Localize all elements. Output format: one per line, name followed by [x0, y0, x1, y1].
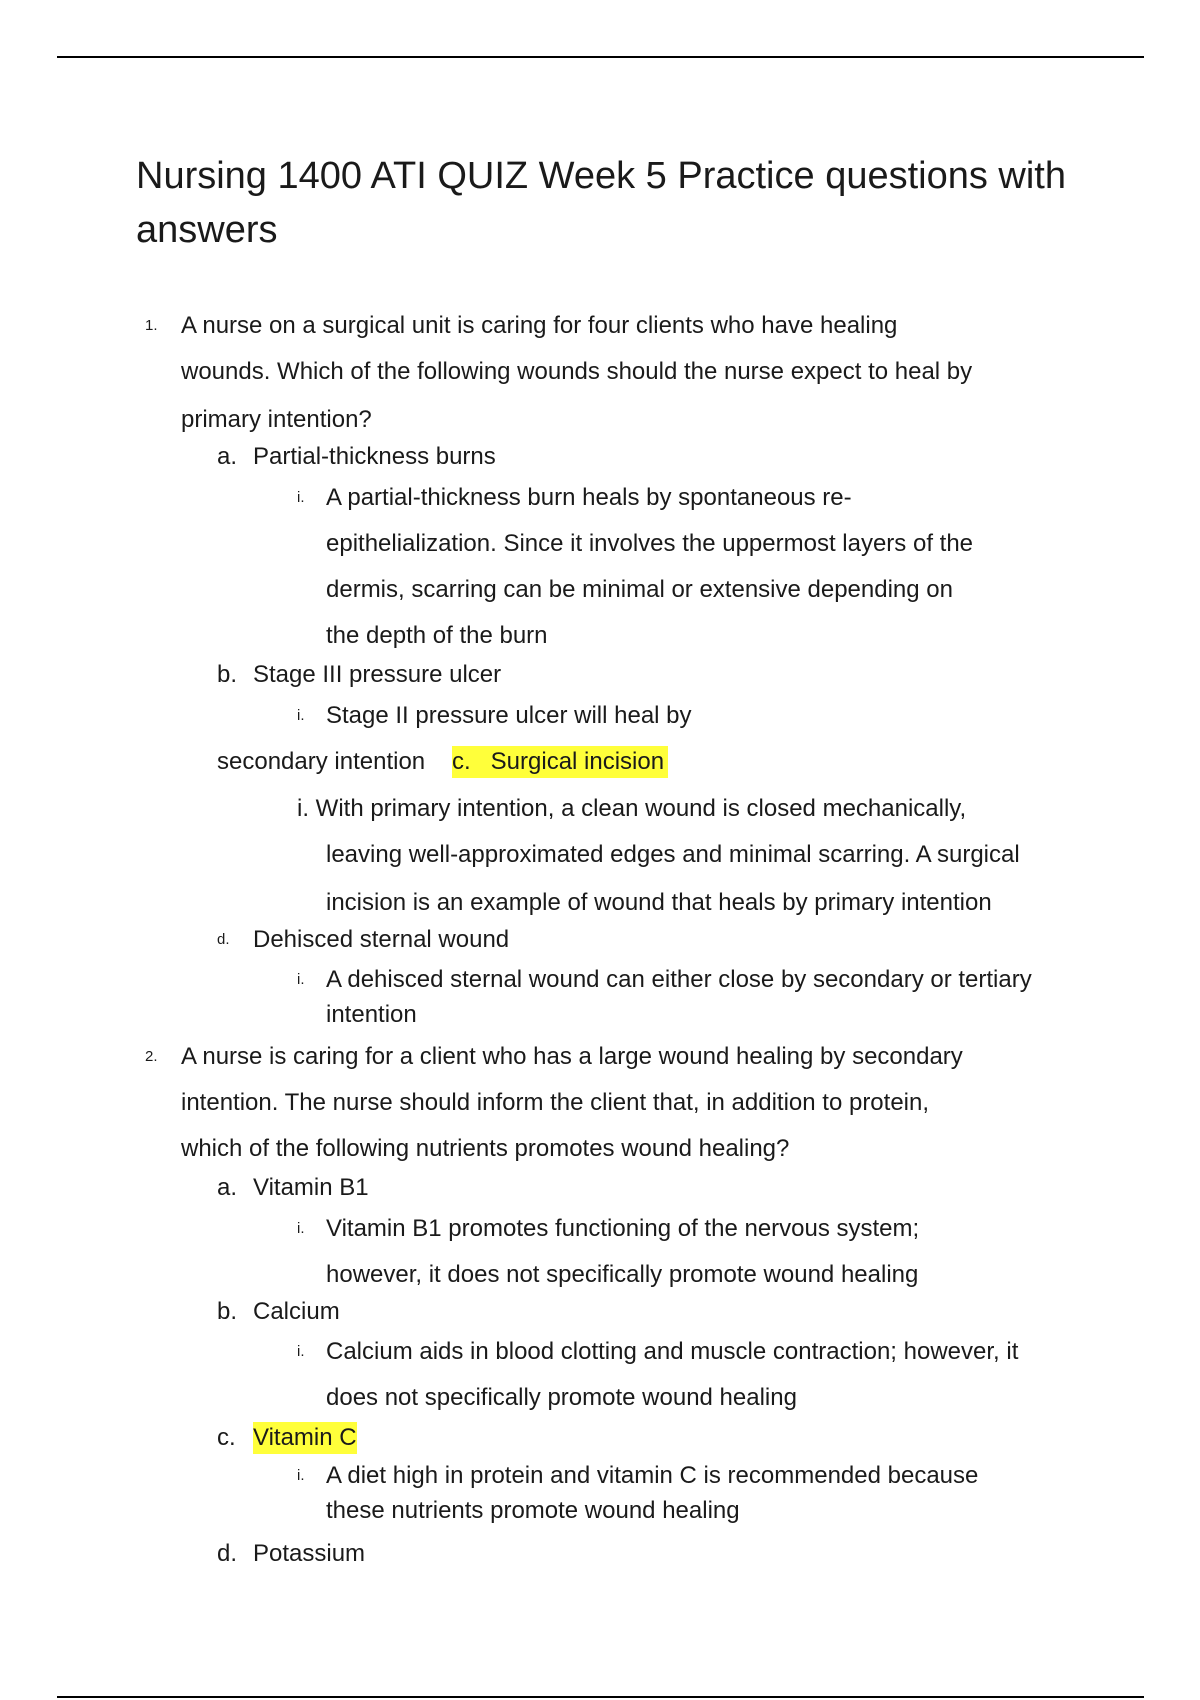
q1-rationale-a-line-4: the depth of the burn	[326, 622, 548, 649]
q2-option-a-text: Vitamin B1	[253, 1174, 369, 1201]
q1-option-d-text: Dehisced sternal wound	[253, 926, 510, 953]
q1-rationale-c-line-1: i. With primary intention, a clean wound is closed mechanically,	[297, 795, 967, 822]
q1-rationale-d-line-2: intention	[326, 1001, 417, 1028]
q1-option-a-letter: a.	[217, 443, 238, 470]
q1-option-a-text: Partial-thickness burns	[253, 443, 496, 470]
q2-rationale-a-line-1: Vitamin B1 promotes functioning of the nervous system;	[326, 1215, 920, 1242]
q2-rationale-b-line-1: Calcium aids in blood clotting and muscle contraction; however, it	[326, 1338, 1019, 1365]
q1-rationale-a-marker: i.	[297, 489, 305, 506]
q1-option-b-text: Stage III pressure ulcer	[253, 661, 502, 688]
page-title: Nursing 1400 ATI QUIZ Week 5 Practice questions with answers	[136, 155, 1066, 251]
q1-rationale-a-line-2: epithelialization. Since it involves the uppermost layers of the	[326, 530, 974, 557]
q1-rationale-a-line-1: A partial-thickness burn heals by spontaneous re-	[326, 484, 852, 511]
q2-option-a-letter: a.	[217, 1174, 238, 1201]
q2-option-b-letter: b.	[217, 1298, 238, 1325]
q2-rationale-c-line-1: A diet high in protein and vitamin C is recommended because	[326, 1462, 979, 1489]
q2-option-c-letter: c.	[217, 1424, 236, 1451]
bottom-rule	[57, 1696, 1144, 1698]
q2-rationale-c-line-2: these nutrients promote wound healing	[326, 1497, 740, 1524]
top-rule	[57, 56, 1144, 58]
q1-rationale-b-line-1: Stage II pressure ulcer will heal by	[326, 702, 692, 729]
q2-rationale-a-marker: i.	[297, 1220, 305, 1237]
q1-rationale-b-marker: i.	[297, 707, 305, 724]
q2-stem-line-3: which of the following nutrients promotes wound healing?	[181, 1135, 790, 1162]
q1-option-c-text: Surgical incision	[490, 748, 665, 775]
q1-stem-line-3: primary intention?	[181, 406, 372, 433]
q1-rationale-d-marker: i.	[297, 971, 305, 988]
q1-rationale-a-line-3: dermis, scarring can be minimal or extensive depending on	[326, 576, 953, 603]
q1-number: 1.	[145, 317, 158, 334]
q1-rationale-c-line-2: leaving well-approximated edges and minimal scarring. A surgical	[326, 841, 1020, 868]
q2-option-d-text: Potassium	[253, 1540, 366, 1567]
q1-stem-line-2: wounds. Which of the following wounds should the nurse expect to heal by	[181, 358, 973, 385]
q2-rationale-c-marker: i.	[297, 1467, 305, 1484]
q2-option-d-letter: d.	[217, 1540, 238, 1567]
q2-rationale-a-line-2: however, it does not specifically promote wound healing	[326, 1261, 919, 1288]
q1-option-d-letter: d.	[217, 931, 230, 948]
q2-option-b-text: Calcium	[253, 1298, 340, 1325]
q2-rationale-b-line-2: does not specifically promote wound healing	[326, 1384, 797, 1411]
q1-correct-answer	[452, 746, 668, 778]
q2-rationale-b-marker: i.	[297, 1343, 305, 1360]
q2-stem-line-2: intention. The nurse should inform the client that, in addition to protein,	[181, 1089, 930, 1116]
q1-stem-line-1: A nurse on a surgical unit is caring for four clients who have healing	[181, 312, 898, 339]
q1-rationale-b-line-2: secondary intention	[217, 748, 426, 775]
q2-stem-line-1: A nurse is caring for a client who has a large wound healing by secondary	[181, 1043, 963, 1070]
q1-rationale-d-line-1: A dehisced sternal wound can either close by secondary or tertiary	[326, 966, 1032, 993]
q1-rationale-c-line-3: incision is an example of wound that heals by primary intention	[326, 889, 992, 916]
q1-option-c-letter: c.	[452, 748, 471, 775]
q1-option-b-letter: b.	[217, 661, 238, 688]
q2-correct-answer: Vitamin C	[253, 1422, 357, 1454]
q2-number: 2.	[145, 1048, 158, 1065]
